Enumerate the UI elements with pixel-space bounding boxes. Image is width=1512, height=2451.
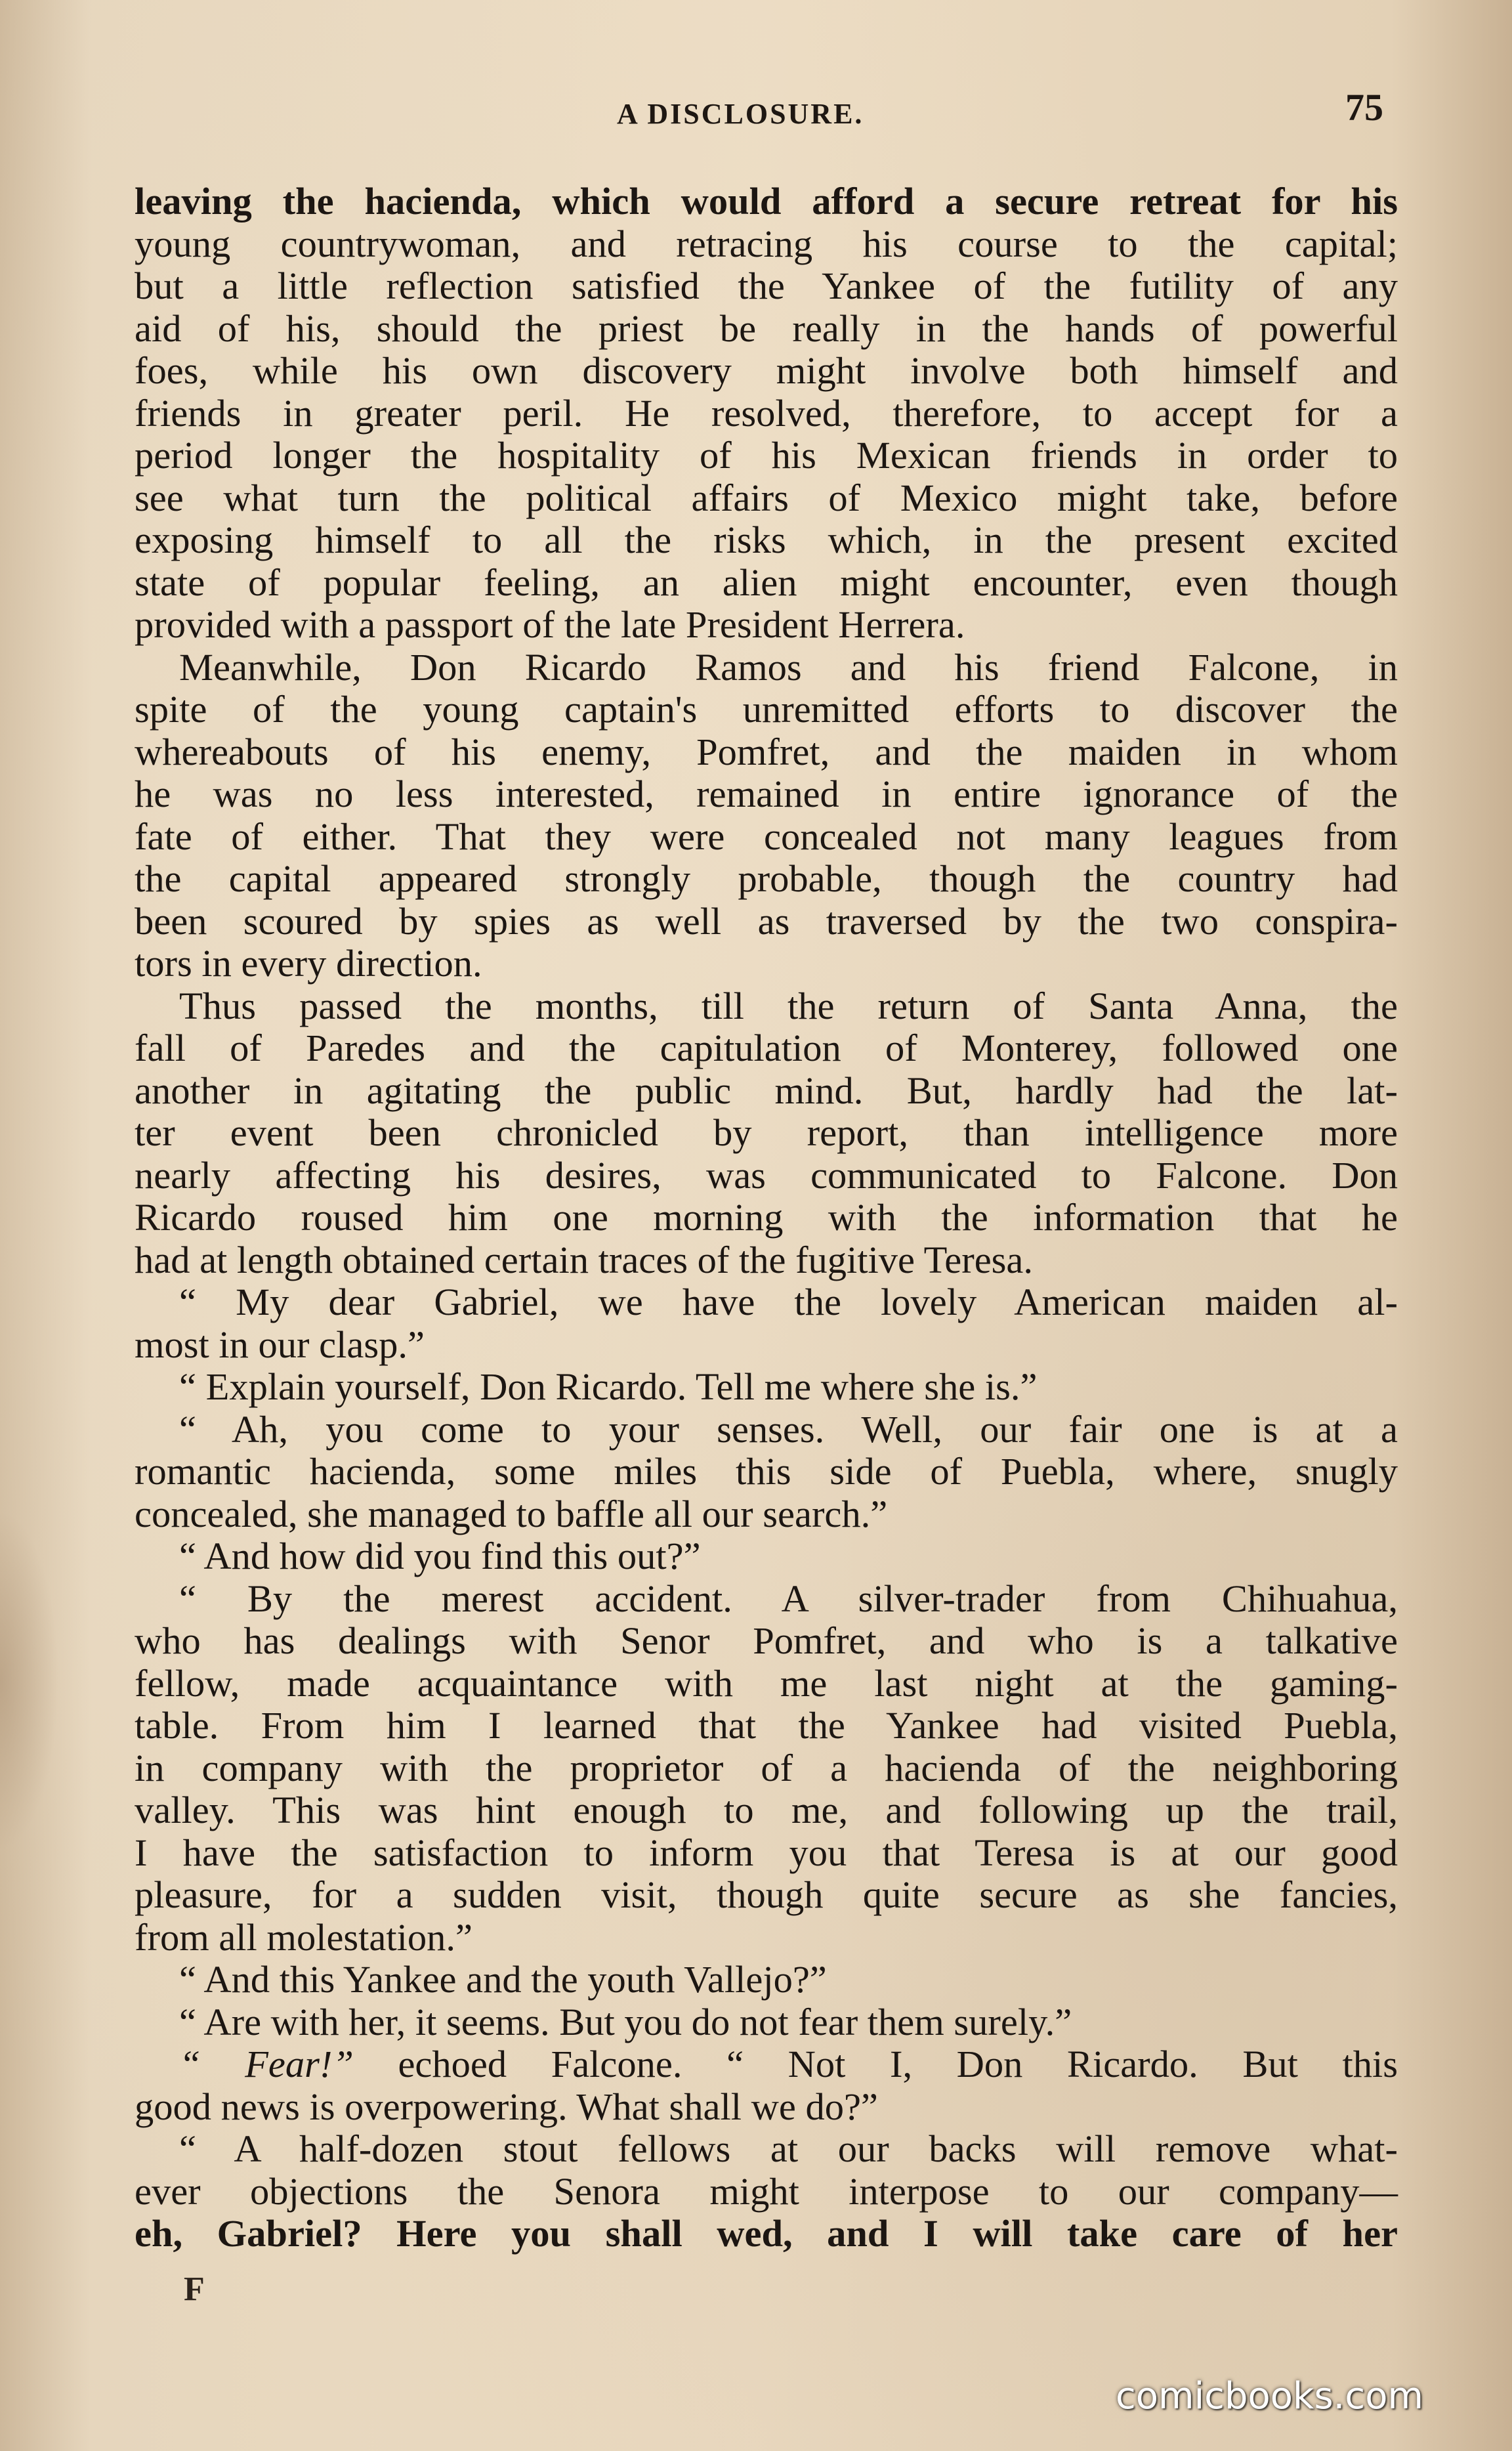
text-line: fall of Paredes and the capitulation of Monterey, followed one [135,1027,1398,1069]
text-line: concealed, she managed to baffle all our search.” [135,1492,888,1535]
text-line: been scoured by spies as well as traversed by the two conspira- [135,899,1398,943]
text-line: exposing himself to all the risks which, in the present excited [135,519,1398,561]
text-line: “ And this Yankee and the youth Vallejo?” [179,1958,827,2001]
text-line: ter event been chronicled by report, than intelligence more [135,1111,1398,1154]
page-stain [0,1510,59,1851]
text-line: valley. This was hint enough to me, and following up the trail, [135,1789,1398,1831]
fear-word: “ Fear!” [179,2043,354,2085]
text-line: good news is overpowering. What shall we do?” [135,2085,878,2128]
text-line: “ Are with her, it seems. But you do not fear them surely.” [179,2000,1072,2043]
text-line: see what turn the political affairs of Mexico might take, before [135,476,1398,519]
text-line: tors in every direction. [135,942,482,985]
text-line: the capital appeared strongly probable, though the country had [135,857,1398,900]
signature-mark: F [184,2270,205,2308]
text-line: most in our clasp.” [135,1323,425,1366]
chapter-heading: A DISCLOSURE. [617,98,864,130]
text-line: whereabouts of his enemy, Pomfret, and the maiden in whom [135,730,1398,773]
body-text [135,181,1398,2255]
text-line: “ And how did you find this out?” [179,1535,701,1577]
text-line-rest: echoed Falcone. “ Not I, Don Ricardo. But this [398,2043,1398,2085]
text-line: state of popular feeling, an alien might encounter, even though [135,561,1398,604]
text-line: provided with a passport of the late President Herrera. [135,603,965,646]
text-line: “ A half-dozen stout fellows at our backs will remove what- [179,2127,1398,2170]
watermark: comicbooks.com [1116,2375,1424,2418]
page-number: 75 [1345,86,1383,129]
text-line: foes, while his own discovery might involve both himself and [135,349,1398,392]
text-line: he was no less interested, remained in entire ignorance of the [135,773,1398,815]
text-line: nearly affecting his desires, was communicated to Falcone. Don [135,1153,1398,1197]
text-line: friends in greater peril. He resolved, therefore, to accept for a [135,391,1398,435]
text-line: fate of either. That they were concealed not many leagues from [135,815,1398,858]
text-line: “ My dear Gabriel, we have the lovely American maiden al- [179,1281,1398,1323]
text-line: Ricardo roused him one morning with the information that he [135,1196,1398,1239]
text-line: fellow, made acquaintance with me last night at the gaming- [135,1661,1398,1705]
text-line: who has dealings with Senor Pomfret, and who is a talkative [135,1619,1398,1662]
text-line: in company with the proprietor of a hacienda of the neighboring [135,1746,1398,1789]
text-line: ever objections the Senora might interpose to our company— [135,2169,1398,2213]
text-line: had at length obtained certain traces of the fugitive Teresa. [135,1238,1034,1281]
text-line: eh, Gabriel? Here you shall wed, and I will take care of her [135,2212,1398,2255]
text-line: “ Explain yourself, Don Ricardo. Tell me where she is.” [179,1365,1038,1408]
text-line: I have the satisfaction to inform you that Teresa is at our good [135,1831,1398,1874]
text-line: spite of the young captain's unremitted efforts to discover the [135,688,1398,731]
text-line: Meanwhile, Don Ricardo Ramos and his friend Falcone, in [179,645,1398,689]
text-line: “ By the merest accident. A silver-trader from Chihuahua, [179,1577,1398,1620]
text-line: aid of his, should the priest be really in the hands of powerful [135,307,1398,350]
text-line: table. From him I learned that the Yankee had visited Puebla, [135,1704,1398,1747]
text-line: romantic hacienda, some miles this side of Puebla, where, snugly [135,1450,1398,1493]
text-line: young countrywoman, and retracing his course to the capital; [135,222,1398,265]
text-line: Thus passed the months, till the return of Santa Anna, the [179,984,1398,1027]
text-line: from all molestation.” [135,1915,472,1959]
text-line: leaving the hacienda, which would afford a secure retreat for his [135,180,1398,223]
text-line: period longer the hospitality of his Mexican friends in order to [135,434,1398,477]
text-line: another in agitating the public mind. But, hardly had the lat- [135,1069,1398,1112]
text-line [135,2043,1398,2086]
text-line: “ Ah, you come to your senses. Well, our fair one is at a [179,1407,1398,1451]
text-line: pleasure, for a sudden visit, though quite secure as she fancies, [135,1873,1398,1916]
text-line: but a little reflection satisfied the Yankee of the futility of any [135,265,1398,307]
running-head [0,85,1512,138]
